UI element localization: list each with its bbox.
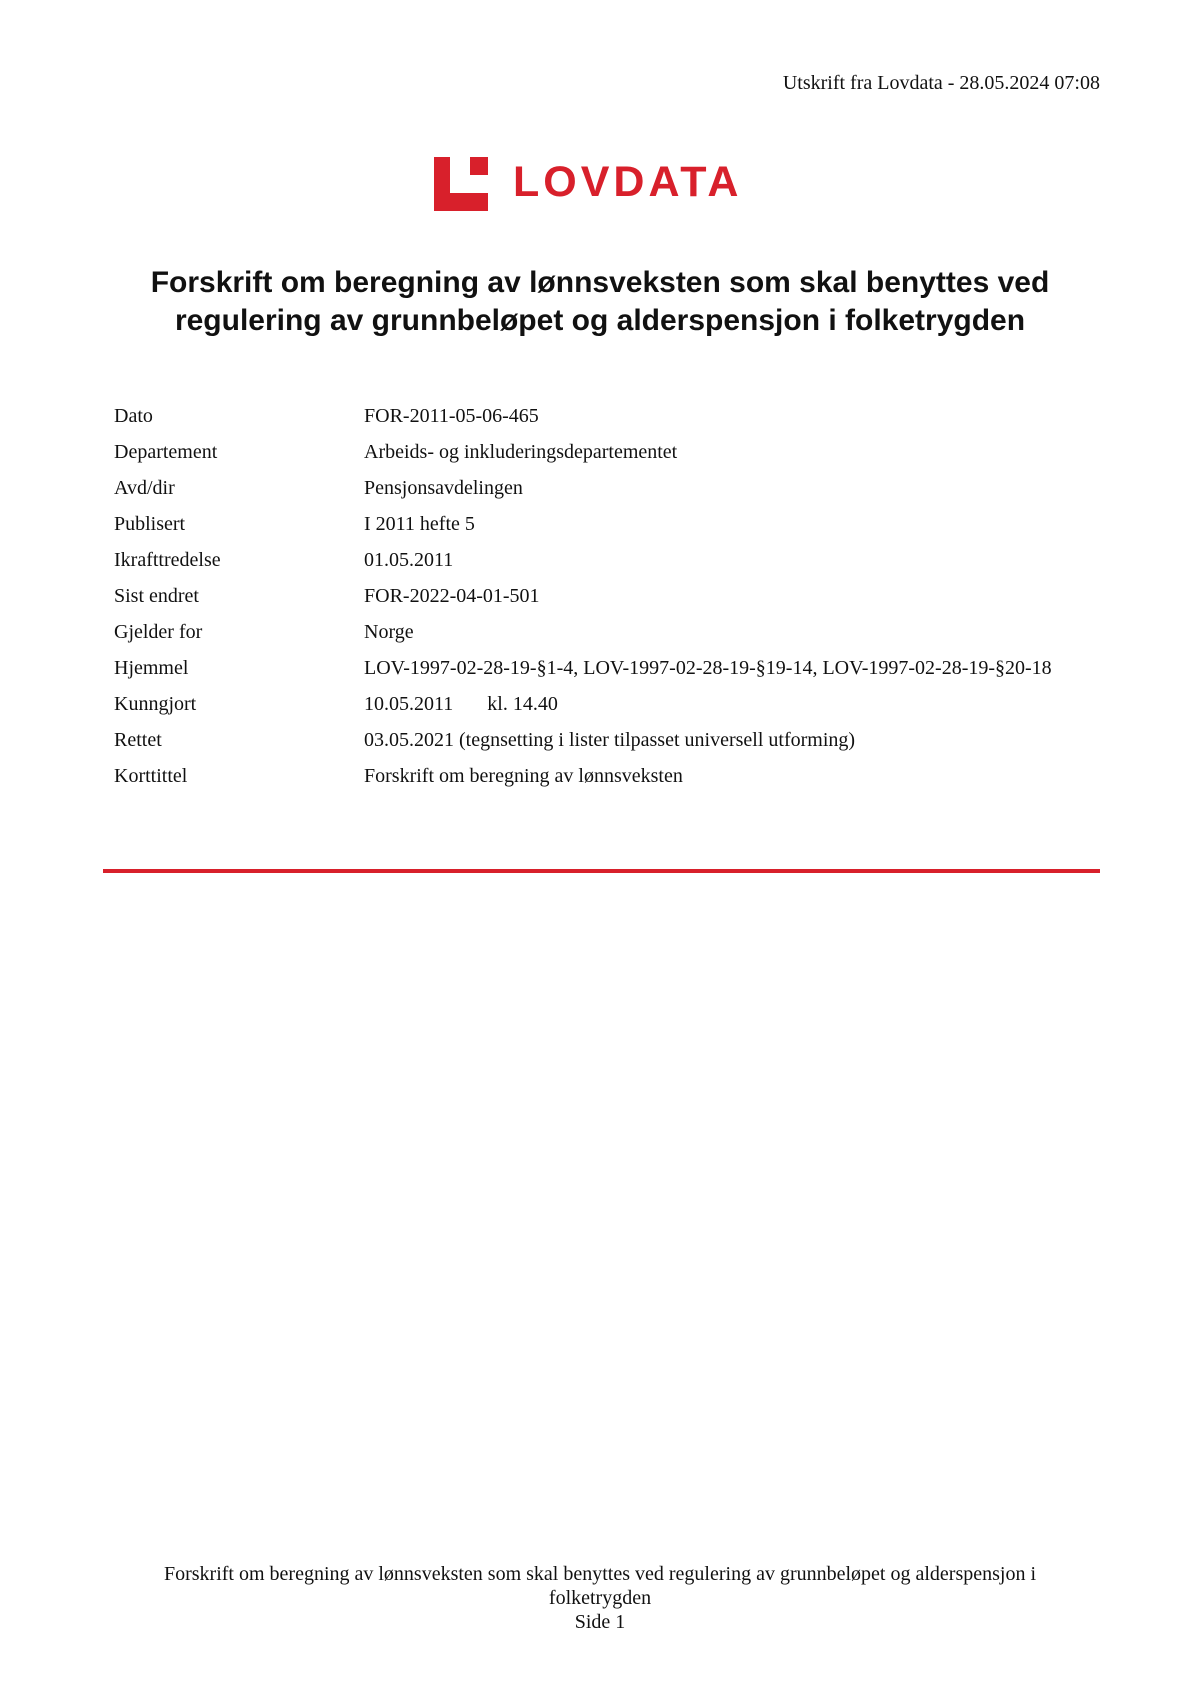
meta-label: Publisert [114, 513, 186, 535]
meta-value-group [364, 692, 1094, 717]
meta-label: Dato [114, 405, 153, 427]
meta-label: Hjemmel [114, 657, 189, 679]
meta-row-dato [114, 404, 1094, 429]
meta-value: Forskrift om beregning av lønnsveksten [364, 765, 683, 787]
meta-label: Departement [114, 441, 218, 463]
meta-row-ikrafttredelse [114, 548, 1094, 573]
meta-value-time: kl. 14.40 [487, 693, 558, 715]
meta-row-avd-dir [114, 476, 1094, 501]
meta-row-publisert [114, 512, 1094, 537]
meta-label: Ikrafttredelse [114, 549, 221, 571]
meta-row-rettet [114, 728, 1094, 753]
meta-row-gjelder-for [114, 620, 1094, 645]
meta-row-departement [114, 440, 1094, 465]
meta-row-kunngjort [114, 692, 1094, 717]
metadata-table [114, 404, 1094, 800]
meta-row-korttittel [114, 764, 1094, 789]
footer-title-line-2: folketrygden [548, 1587, 652, 1609]
meta-value: FOR-2011-05-06-465 [364, 405, 539, 427]
meta-value: FOR-2022-04-01-501 [364, 585, 540, 607]
printout-timestamp: Utskrift fra Lovdata - 28.05.2024 07:08 [782, 72, 1100, 94]
lovdata-logo-mark [434, 157, 488, 211]
lovdata-logo [434, 157, 742, 211]
meta-value: I 2011 hefte 5 [364, 513, 475, 535]
meta-value: Arbeids- og inkluderingsdepartementet [364, 441, 678, 463]
meta-value: Norge [364, 621, 414, 643]
page-footer [100, 1562, 1100, 1634]
meta-label: Sist endret [114, 585, 199, 607]
page-number: Side 1 [574, 1611, 626, 1633]
meta-label: Rettet [114, 729, 162, 751]
meta-row-sist-endret [114, 584, 1094, 609]
meta-label: Korttittel [114, 765, 188, 787]
meta-label: Kunngjort [114, 693, 197, 715]
meta-value: 10.05.2011 [364, 693, 454, 715]
lovdata-logo-text: LOVDATA [513, 157, 743, 206]
meta-value: LOV-1997-02-28-19-§1-4, LOV-1997-02-28-19-§19-14, LOV-1997-02-28-19-§20-18 [364, 657, 1052, 679]
meta-label: Gjelder for [114, 621, 203, 643]
document-title: Forskrift om beregning av lønnsveksten som skal benyttes ved regulering av grunnbeløpet og alderspensjon i folketrygden [150, 266, 1050, 337]
footer-title-line-1: Forskrift om beregning av lønnsveksten som skal benyttes ved regulering av grunnbeløpet og alderspensjon i [163, 1563, 1037, 1585]
section-divider [103, 869, 1100, 873]
meta-row-hjemmel [114, 656, 1094, 681]
meta-value: 01.05.2011 [364, 549, 454, 571]
meta-value: 03.05.2021 (tegnsetting i lister tilpasset universell utforming) [364, 729, 856, 751]
meta-label: Avd/dir [114, 477, 175, 499]
meta-value: Pensjonsavdelingen [364, 477, 523, 499]
